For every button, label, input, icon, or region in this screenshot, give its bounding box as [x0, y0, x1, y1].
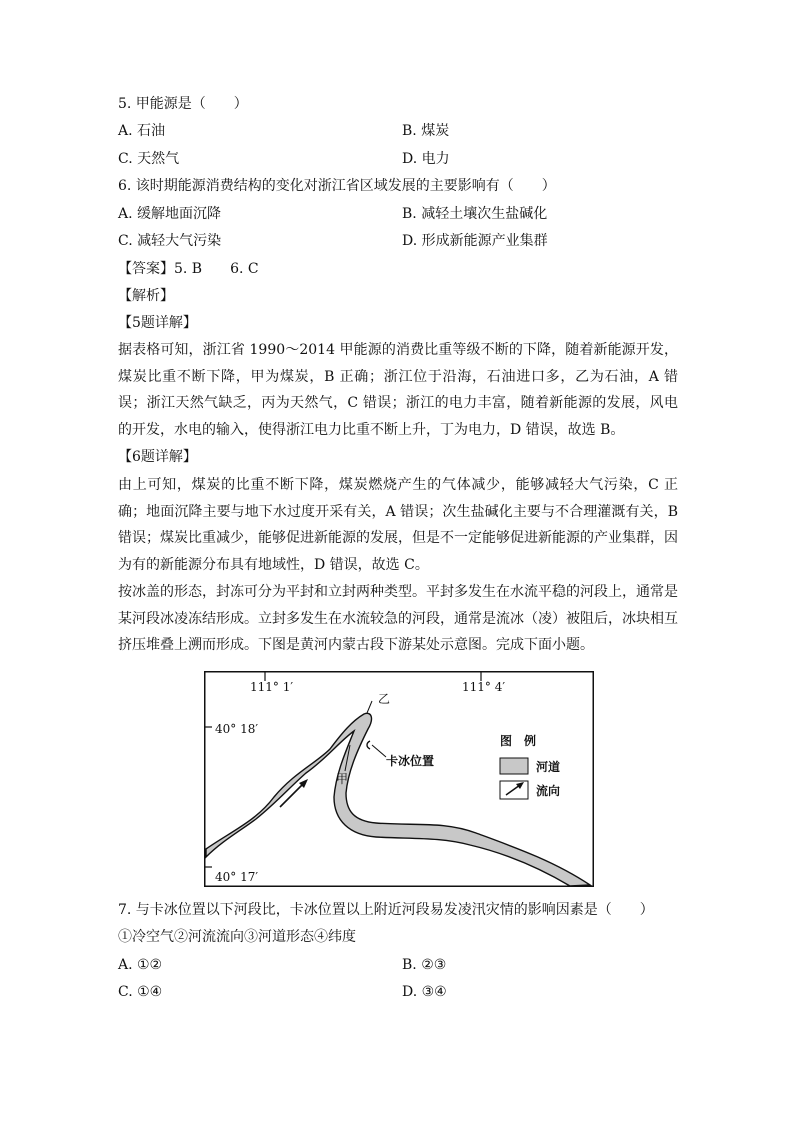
q6-stem: 6. 该时期能源消费结构的变化对浙江省区域发展的主要影响有（ ）: [118, 178, 556, 194]
q5-option-c: C. 天然气: [118, 151, 180, 167]
lat-label-2: 40° 17′: [215, 870, 259, 884]
detail6-text: 由上可知，煤炭的比重不断下降，煤炭燃烧产生的气体减少，能够减轻大气污染，C 正确；地面沉降主要与地下水过度开采有关，A 错误；次生盐碱化主要与不合理灌溉有关，B 错误；煤炭比重减少，能够促进新能源的发展，但是不一定能够促进新能源的产业集群，因为有的新能源分布具有地域性，D 错误，故选 C。: [118, 477, 678, 573]
lat-label-1: 40° 18′: [215, 722, 259, 736]
legend-river-swatch: [500, 758, 528, 774]
q5-stem: 5. 甲能源是（ ）: [118, 96, 248, 112]
label-ice-jam: 卡冰位置: [386, 754, 435, 768]
legend-title: 图 例: [500, 734, 537, 748]
q6-option-c: C. 减轻大气污染: [118, 233, 222, 249]
q5-option-a: A. 石油: [118, 123, 166, 139]
q7-option-a: A. ①②: [118, 957, 163, 973]
q6-option-d: D. 形成新能源产业集群: [402, 233, 548, 249]
detail6-heading: 【6题详解】: [118, 449, 197, 465]
lon-label-1: 111° 1′: [250, 680, 294, 694]
q5-option-b: B. 煤炭: [402, 123, 450, 139]
analysis-heading: 【解析】: [118, 288, 174, 304]
q7-options-line: ①冷空气②河流流向③河道形态④纬度: [118, 929, 356, 945]
detail5-heading: 【5题详解】: [118, 315, 197, 331]
map-frame: [205, 672, 594, 887]
detail5-text: 据表格可知，浙江省 1990～2014 甲能源的消费比重等级不断的下降，随着新能源开发，煤炭比重不断下降，甲为煤炭，B 正确；浙江位于沿海，石油进口多，乙为石油，A 错误；浙江天然气缺乏，丙为天然气，C 错误；浙江的电力丰富，随着新能源的发展，风电的开发，水电的输入，使得浙江电力比重不断上升，丁为电力，D 错误，故选 B。: [118, 342, 678, 438]
answer-line: 【答案】5. B 6. C: [118, 261, 259, 277]
intro-paragraph: 按冰盖的形态，封冻可分为平封和立封两种类型。平封多发生在水流平稳的河段上，通常是某河段冰凌冻结形成。立封多发生在水流较急的河段，通常是流冰（凌）被阻后，冰块相互挤压堆叠上溯而形成。下图是黄河内蒙古段下游某处示意图。完成下面小题。: [118, 584, 678, 653]
q7-stem: 7. 与卡冰位置以下河段比，卡冰位置以上附近河段易发凌汛灾情的影响因素是（ ）: [118, 902, 654, 918]
q7-option-d: D. ③④: [402, 984, 447, 1000]
legend-flow-label: 流向: [536, 784, 561, 798]
q7-option-c: C. ①④: [118, 984, 163, 1000]
q7-option-b: B. ②③: [402, 957, 447, 973]
q6-option-a: A. 缓解地面沉降: [118, 206, 222, 222]
lon-label-2: 111° 4′: [462, 680, 506, 694]
q5-option-d: D. 电力: [402, 151, 450, 167]
label-jia: 甲: [336, 772, 349, 786]
legend-river-label: 河道: [536, 760, 561, 774]
q6-option-b: B. 减轻土壤次生盐碱化: [402, 206, 548, 222]
river-map-figure: [204, 671, 594, 887]
label-yi: 乙: [378, 692, 391, 706]
